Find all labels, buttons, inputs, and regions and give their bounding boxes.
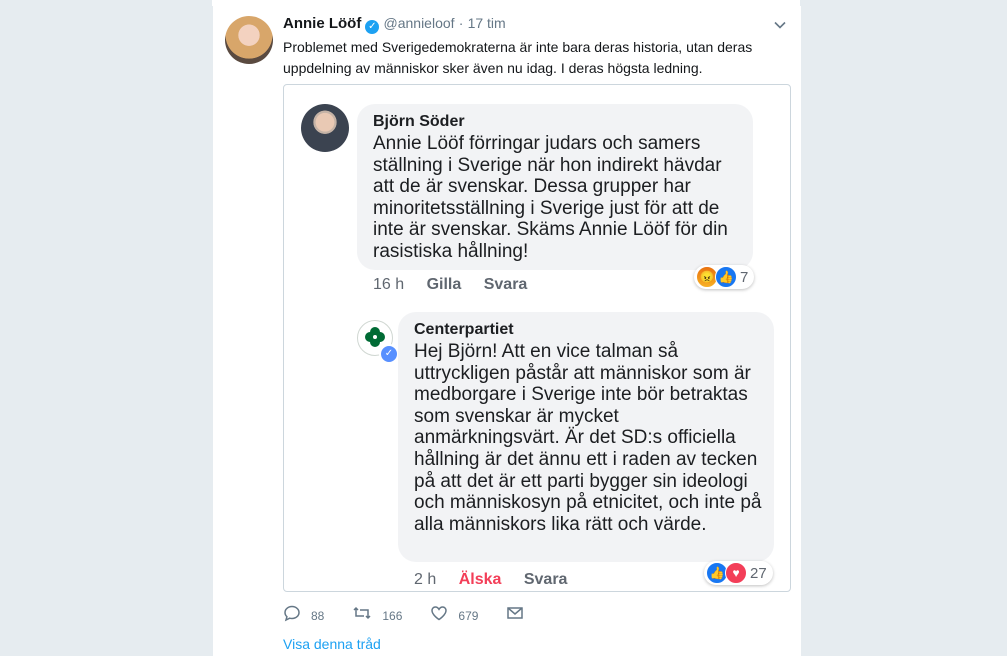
- reaction-count: 7: [740, 268, 749, 286]
- tweet-timestamp[interactable]: 17 tim: [467, 15, 506, 31]
- heart-icon: [430, 604, 448, 627]
- reply-icon: [283, 604, 301, 627]
- comment-time: 2 h: [414, 571, 437, 588]
- retweet-button[interactable]: [352, 604, 402, 627]
- reaction-count: 27: [750, 564, 767, 582]
- comment-text: Annie Lööf förringar judars och samers ställning i Sverige när hon indirekt hävdar att de är svenskar. Dessa grupper har minoritetsställning i Sverige just för att de inte är svenskar. Skäms Annie Lööf för din rasistiska hållning!: [373, 133, 728, 262]
- reply-link: Svara: [483, 276, 528, 293]
- tweet-header: [283, 15, 506, 34]
- chevron-down-icon[interactable]: [773, 18, 787, 32]
- envelope-icon: [506, 604, 524, 627]
- show-thread-link[interactable]: Visa denna tråd: [283, 636, 381, 652]
- commenter-avatar-bjorn: [301, 104, 349, 152]
- like-count: 679: [458, 608, 479, 623]
- reply-button[interactable]: [283, 604, 324, 627]
- author-handle[interactable]: @annieloof: [383, 15, 455, 31]
- like-icon: 👍: [715, 266, 737, 288]
- reaction-summary: [704, 561, 773, 585]
- comment-actions: [414, 571, 585, 589]
- separator: ·: [458, 15, 464, 31]
- love-icon: ♥: [725, 562, 747, 584]
- angry-icon: 😠: [696, 266, 718, 288]
- comment-bubble-centerpartiet: [398, 312, 774, 562]
- like-button[interactable]: [430, 604, 478, 627]
- author-avatar[interactable]: [225, 16, 273, 64]
- reply-count: 88: [311, 608, 325, 623]
- comment-text: Hej Björn! Att en vice talman så uttryckligen påstår att människor som är medborgare i Sverige inte bör betraktas som svenskar är mycket anmärkningsvärt. Är det SD:s officiella hållning är det ännu ett i raden av tecken på att det är ett parti bygger sin ideologi och människosyn på etnicitet, och inte på alla människors lika rätt och värde.: [414, 341, 762, 535]
- like-link: Gilla: [426, 276, 462, 293]
- comment-actions: [373, 276, 545, 294]
- retweet-icon: [352, 604, 372, 627]
- tweet-media-screenshot[interactable]: [283, 84, 791, 592]
- comment-bubble-bjorn: [357, 104, 753, 270]
- tweet-card[interactable]: [212, 6, 802, 656]
- love-link: Älska: [458, 571, 502, 588]
- verified-page-icon: ✓: [379, 344, 399, 364]
- reaction-summary: [694, 265, 754, 289]
- tweet-text: Problemet med Sverigedemokraterna är inte bara deras historia, utan deras uppdelning av människor sker även nu idag. I deras högsta ledning.: [283, 39, 753, 76]
- tweet-actions: [283, 604, 562, 627]
- comment-time: 16 h: [373, 276, 405, 293]
- like-icon: 👍: [706, 562, 728, 584]
- author-name[interactable]: Annie Lööf: [283, 15, 362, 32]
- retweet-count: 166: [382, 608, 403, 623]
- direct-message-button[interactable]: [506, 604, 534, 627]
- reply-link: Svara: [523, 571, 568, 588]
- comment-author: Björn Söder: [373, 113, 465, 130]
- comment-author: Centerpartiet: [414, 321, 514, 338]
- verified-badge-icon: ✓: [365, 20, 379, 34]
